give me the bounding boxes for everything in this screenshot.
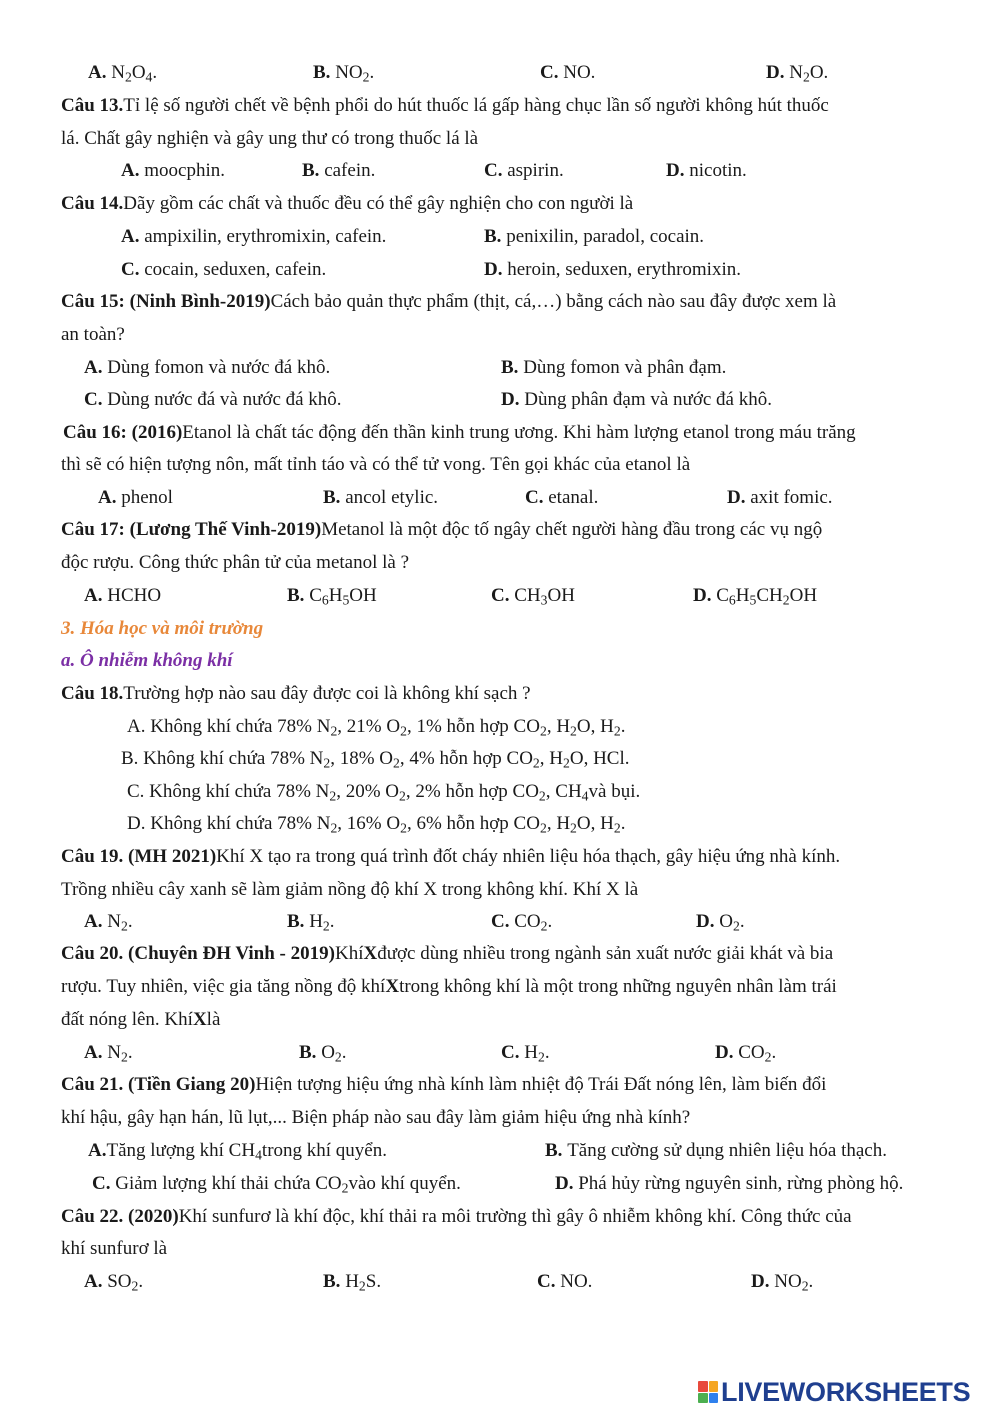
section-heading-a: a. Ô nhiễm không khí <box>61 650 233 671</box>
section-heading-3: 3. Hóa học và môi trường <box>61 618 264 639</box>
option-a[interactable]: A.Tăng lượng khí $CH_4trong$ khí quyển. <box>88 1140 387 1163</box>
option-b[interactable]: B. $O_2$. <box>299 1042 347 1065</box>
liveworksheets-badge-icon <box>698 1381 718 1403</box>
q20-stem-line1: Câu 20. (Chuyên ĐH Vinh - 2019)KhíXđược dùng nhiều trong ngành sản xuất nước giải khát và bia <box>61 943 834 964</box>
q22-stem-line2: khí sunfurơ là <box>61 1238 168 1259</box>
option-c[interactable]: C. Giảm lượng khí thải chứa $CO_2vào$ khí quyển. <box>92 1173 461 1196</box>
option-d[interactable]: D. axit fomic. <box>727 487 833 508</box>
q18-option-a[interactable]: A. Không khí chứa 78% $N_2$, 21% $O_2$, 1% hỗn hợp $CO_2$, $H_2O$, $H_2$. <box>127 716 626 739</box>
q15-stem-line1: Câu 15: (Ninh Bình-2019)Cách bảo quản thực phẩm (thịt, cá,…) bằng cách nào sau đây được xem là <box>61 291 837 312</box>
q15-stem-line2: an toàn? <box>61 324 125 345</box>
q18-stem: Câu 18.Trường hợp nào sau đây được coi là không khí sạch ? <box>61 683 531 704</box>
option-d[interactable]: D. $O_2$. <box>696 911 745 934</box>
option-b[interactable]: B. Dùng fomon và phân đạm. <box>501 357 727 378</box>
q13-stem-line2: lá. Chất gây nghiện và gây ung thư có trong thuốc lá là <box>61 128 479 149</box>
liveworksheets-wordmark: LIVEWORKSHEETS <box>721 1376 971 1407</box>
option-c[interactable]: C. NO. <box>540 62 596 83</box>
option-d[interactable]: D. Dùng phân đạm và nước đá khô. <box>501 389 772 410</box>
option-d[interactable]: D. $CO_2$. <box>715 1042 777 1065</box>
option-c[interactable]: C. $CO_2$. <box>491 911 553 934</box>
option-c[interactable]: C. $H_2$. <box>501 1042 550 1065</box>
option-d[interactable]: D. heroin, seduxen, erythromixin. <box>484 259 741 280</box>
q17-stem-line2: độc rượu. Công thức phân tử của metanol là ? <box>61 552 410 573</box>
q18-option-b[interactable]: B. Không khí chứa 78% $N_2$, 18% $O_2$, 4% hỗn hợp $CO_2$, $H_2O$, HCl. <box>121 748 630 771</box>
option-d[interactable]: D. $N_2O$. <box>766 62 829 85</box>
option-a[interactable]: A. $N_2$. <box>84 1042 133 1065</box>
option-a[interactable]: A. ampixilin, erythromixin, cafein. <box>121 226 387 247</box>
q21-stem-line2: khí hậu, gây hạn hán, lũ lụt,... Biện pháp nào sau đây làm giảm hiệu ứng nhà kính? <box>61 1107 691 1128</box>
liveworksheets-logo[interactable] <box>698 1376 971 1407</box>
q16-stem-line1: Câu 16: (2016)Etanol là chất tác động đến thần kinh trung ương. Khi hàm lượng etanol trong máu trăng <box>63 422 856 443</box>
option-a[interactable]: A. $N_2O_4$. <box>88 62 158 85</box>
option-b[interactable]: B. Tăng cường sử dụng nhiên liệu hóa thạch. <box>545 1140 887 1161</box>
option-a[interactable]: A. phenol <box>98 487 173 508</box>
q18-option-d[interactable]: D. Không khí chứa 78% $N_2$, 16% $O_2$, 6% hỗn hợp $CO_2$, $H_2O$, $H_2$. <box>127 813 626 836</box>
q18-option-c[interactable]: C. Không khí chứa 78% $N_2$, 20% $O_2$, 2% hỗn hợp $CO_2$, $CH_4và$ bụi. <box>127 781 641 804</box>
q16-stem-line2: thì sẽ có hiện tượng nôn, mất tỉnh táo và có thể tử vong. Tên gọi khác của etanol là <box>61 454 691 475</box>
q13-stem-line1: Câu 13.Tỉ lệ số người chết về bệnh phổi do hút thuốc lá gấp hàng chục lần số người không hút thuốc <box>61 95 829 116</box>
option-b[interactable]: B. cafein. <box>302 160 376 181</box>
option-c[interactable]: C. NO. <box>537 1271 593 1292</box>
option-b[interactable]: B. $NO_2$. <box>313 62 375 85</box>
option-b[interactable]: B. penixilin, paradol, cocain. <box>484 226 705 247</box>
option-a[interactable]: A. $SO_2$. <box>84 1271 144 1294</box>
q20-stem-line3: đất nóng lên. KhíXlà <box>61 1009 221 1030</box>
option-b[interactable]: B. $H_2$. <box>287 911 335 934</box>
option-d[interactable]: D. Phá hủy rừng nguyên sinh, rừng phòng hộ. <box>555 1173 904 1194</box>
option-a[interactable]: A. moocphin. <box>121 160 225 181</box>
option-b[interactable]: B. $C_6H_5OH$ <box>287 585 377 608</box>
option-c[interactable]: C. Dùng nước đá và nước đá khô. <box>84 389 342 410</box>
option-d[interactable]: D. nicotin. <box>666 160 747 181</box>
option-d[interactable]: D. $C_6H_5CH_2OH$ <box>693 585 818 608</box>
q19-stem-line1: Câu 19. (MH 2021)Khí X tạo ra trong quá trình đốt cháy nhiên liệu hóa thạch, gây hiệu ứng nhà kính. <box>61 846 841 867</box>
option-c[interactable]: C. aspirin. <box>484 160 564 181</box>
option-b[interactable]: B. $H_2S$. <box>323 1271 382 1294</box>
q14-stem: Câu 14.Dãy gồm các chất và thuốc đều có thể gây nghiện cho con người là <box>61 193 634 214</box>
option-b[interactable]: B. ancol etylic. <box>323 487 439 508</box>
option-a[interactable]: A. $N_2$. <box>84 911 133 934</box>
option-d[interactable]: D. $NO_2$. <box>751 1271 814 1294</box>
option-a[interactable]: A. HCHO <box>84 585 162 606</box>
option-c[interactable]: C. $CH_3OH$ <box>491 585 575 608</box>
option-c[interactable]: C. cocain, seduxen, cafein. <box>121 259 327 280</box>
q20-stem-line2: rượu. Tuy nhiên, việc gia tăng nồng độ khíXtrong không khí là một trong những nguyên nhân làm trái <box>61 976 837 997</box>
option-a[interactable]: A. Dùng fomon và nước đá khô. <box>84 357 331 378</box>
q17-stem-line1: Câu 17: (Lương Thế Vinh-2019)Metanol là một độc tố ngây chết người hàng đầu trong các vụ ngộ <box>61 519 823 540</box>
q21-stem-line1: Câu 21. (Tiền Giang 20)Hiện tượng hiệu ứng nhà kính làm nhiệt độ Trái Đất nóng lên, làm biến đổi <box>61 1074 827 1095</box>
q22-stem-line1: Câu 22. (2020)Khí sunfurơ là khí độc, khí thải ra môi trường thì gây ô nhiễm không khí. Công thức của <box>61 1206 852 1227</box>
q19-stem-line2: Trồng nhiều cây xanh sẽ làm giảm nồng độ khí X trong không khí. Khí X là <box>61 879 639 900</box>
option-c[interactable]: C. etanal. <box>525 487 599 508</box>
